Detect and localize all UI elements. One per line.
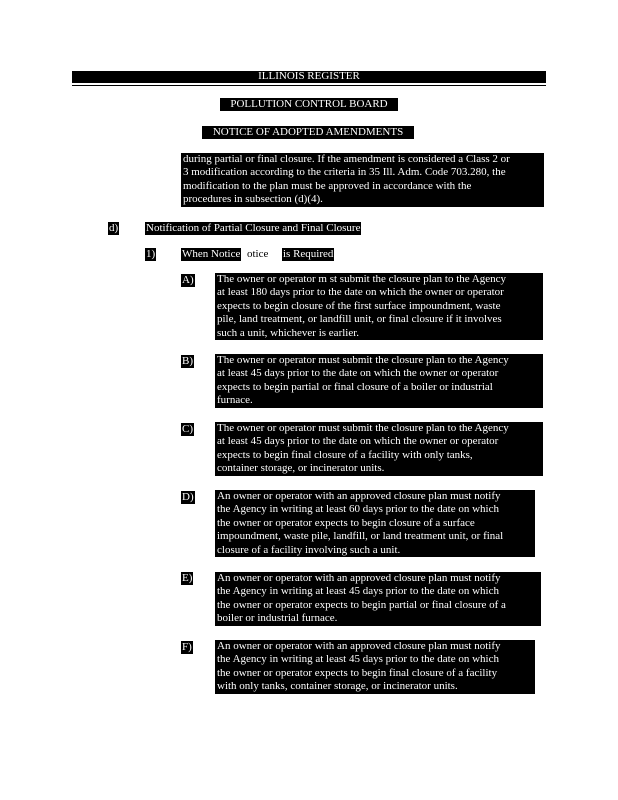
item-a-label: A) <box>182 274 194 286</box>
paragraph-line: the Agency in writing at least 45 days prior to the date on which <box>217 585 499 598</box>
intro-line: modification to the plan must be approved in accordance with the <box>183 179 472 192</box>
paragraph-line: at least 45 days prior to the date on which the owner or operator <box>217 435 499 448</box>
paragraph-line: the Agency in writing at least 60 days prior to the date on which <box>217 503 499 516</box>
paragraph-line: the owner or operator expects to begin final closure of a facility <box>217 666 498 679</box>
paragraph-line: pile, land treatment, or landfill unit, or final closure if it involves <box>217 313 502 326</box>
paragraph-line: expects to begin final closure of a facility with only tanks, <box>217 448 473 461</box>
notice-title: NOTICE OF ADOPTED AMENDMENTS <box>202 126 414 139</box>
paragraph-line: with only tanks, container storage, or incinerator units. <box>217 680 458 693</box>
paragraph-line: container storage, or incinerator units. <box>217 462 385 475</box>
subsection-title-part-b: is Required <box>283 248 334 260</box>
paragraph-line: expects to begin partial or final closure of a boiler or industrial <box>217 380 493 393</box>
intro-line: procedures in subsection (d)(4). <box>183 193 323 206</box>
item-c-label: C) <box>182 423 193 435</box>
paragraph-line: boiler or industrial furnace. <box>217 612 338 625</box>
paragraph-line: the owner or operator expects to begin closure of a surface <box>217 516 475 529</box>
paragraph-line: An owner or operator with an approved closure plan must notify <box>217 640 501 652</box>
paragraph-line: at least 45 days prior to the date on which the owner or operator <box>217 367 499 380</box>
board-title: POLLUTION CONTROL BOARD <box>220 98 398 111</box>
item-b-paragraph <box>215 354 543 408</box>
subsection-title-gap: otice <box>247 248 269 260</box>
register-title: ILLINOIS REGISTER <box>258 70 360 82</box>
paragraph-line: An owner or operator with an approved closure plan must notify <box>217 490 501 502</box>
paragraph-line: expects to begin closure of the first surface impoundment, waste <box>217 299 501 312</box>
paragraph-line: the owner or operator expects to begin partial or final closure of a <box>217 598 506 611</box>
intro-line: during partial or final closure. If the amendment is considered a Class 2 or <box>183 153 510 165</box>
item-f-label: F) <box>182 641 192 653</box>
item-d-paragraph <box>215 490 535 557</box>
paragraph-line: closure of a facility involving such a unit. <box>217 543 401 556</box>
item-f-paragraph <box>215 640 535 694</box>
subsection-label: 1) <box>146 248 156 260</box>
intro-line: 3 modification according to the criteria in 35 Ill. Adm. Code 703.280, the <box>183 166 506 179</box>
item-d-label: D) <box>182 491 194 503</box>
item-e-paragraph <box>215 572 541 626</box>
item-a-paragraph <box>215 273 543 340</box>
register-header-bar <box>72 71 546 83</box>
paragraph-line: at least 180 days prior to the date on which the owner or operator <box>217 286 504 299</box>
intro-paragraph <box>181 153 544 207</box>
paragraph-line: The owner or operator m st submit the closure plan to the Agency <box>217 273 506 285</box>
paragraph-line: impoundment, waste pile, landfill, or land treatment unit, or final <box>217 530 504 543</box>
section-title: Notification of Partial Closure and Final Closure <box>146 222 361 234</box>
paragraph-line: furnace. <box>217 394 253 407</box>
paragraph-line: The owner or operator must submit the closure plan to the Agency <box>217 422 509 434</box>
paragraph-line: An owner or operator with an approved closure plan must notify <box>217 572 501 584</box>
subsection-title-part-a: When Notice <box>182 248 241 260</box>
paragraph-line: The owner or operator must submit the closure plan to the Agency <box>217 354 509 366</box>
item-e-label: E) <box>182 572 193 584</box>
item-c-paragraph <box>215 422 543 476</box>
paragraph-line: the Agency in writing at least 45 days prior to the date on which <box>217 653 499 666</box>
item-b-label: B) <box>182 355 193 367</box>
paragraph-line: such a unit, whichever is earlier. <box>217 326 360 339</box>
section-label: d) <box>109 222 119 234</box>
